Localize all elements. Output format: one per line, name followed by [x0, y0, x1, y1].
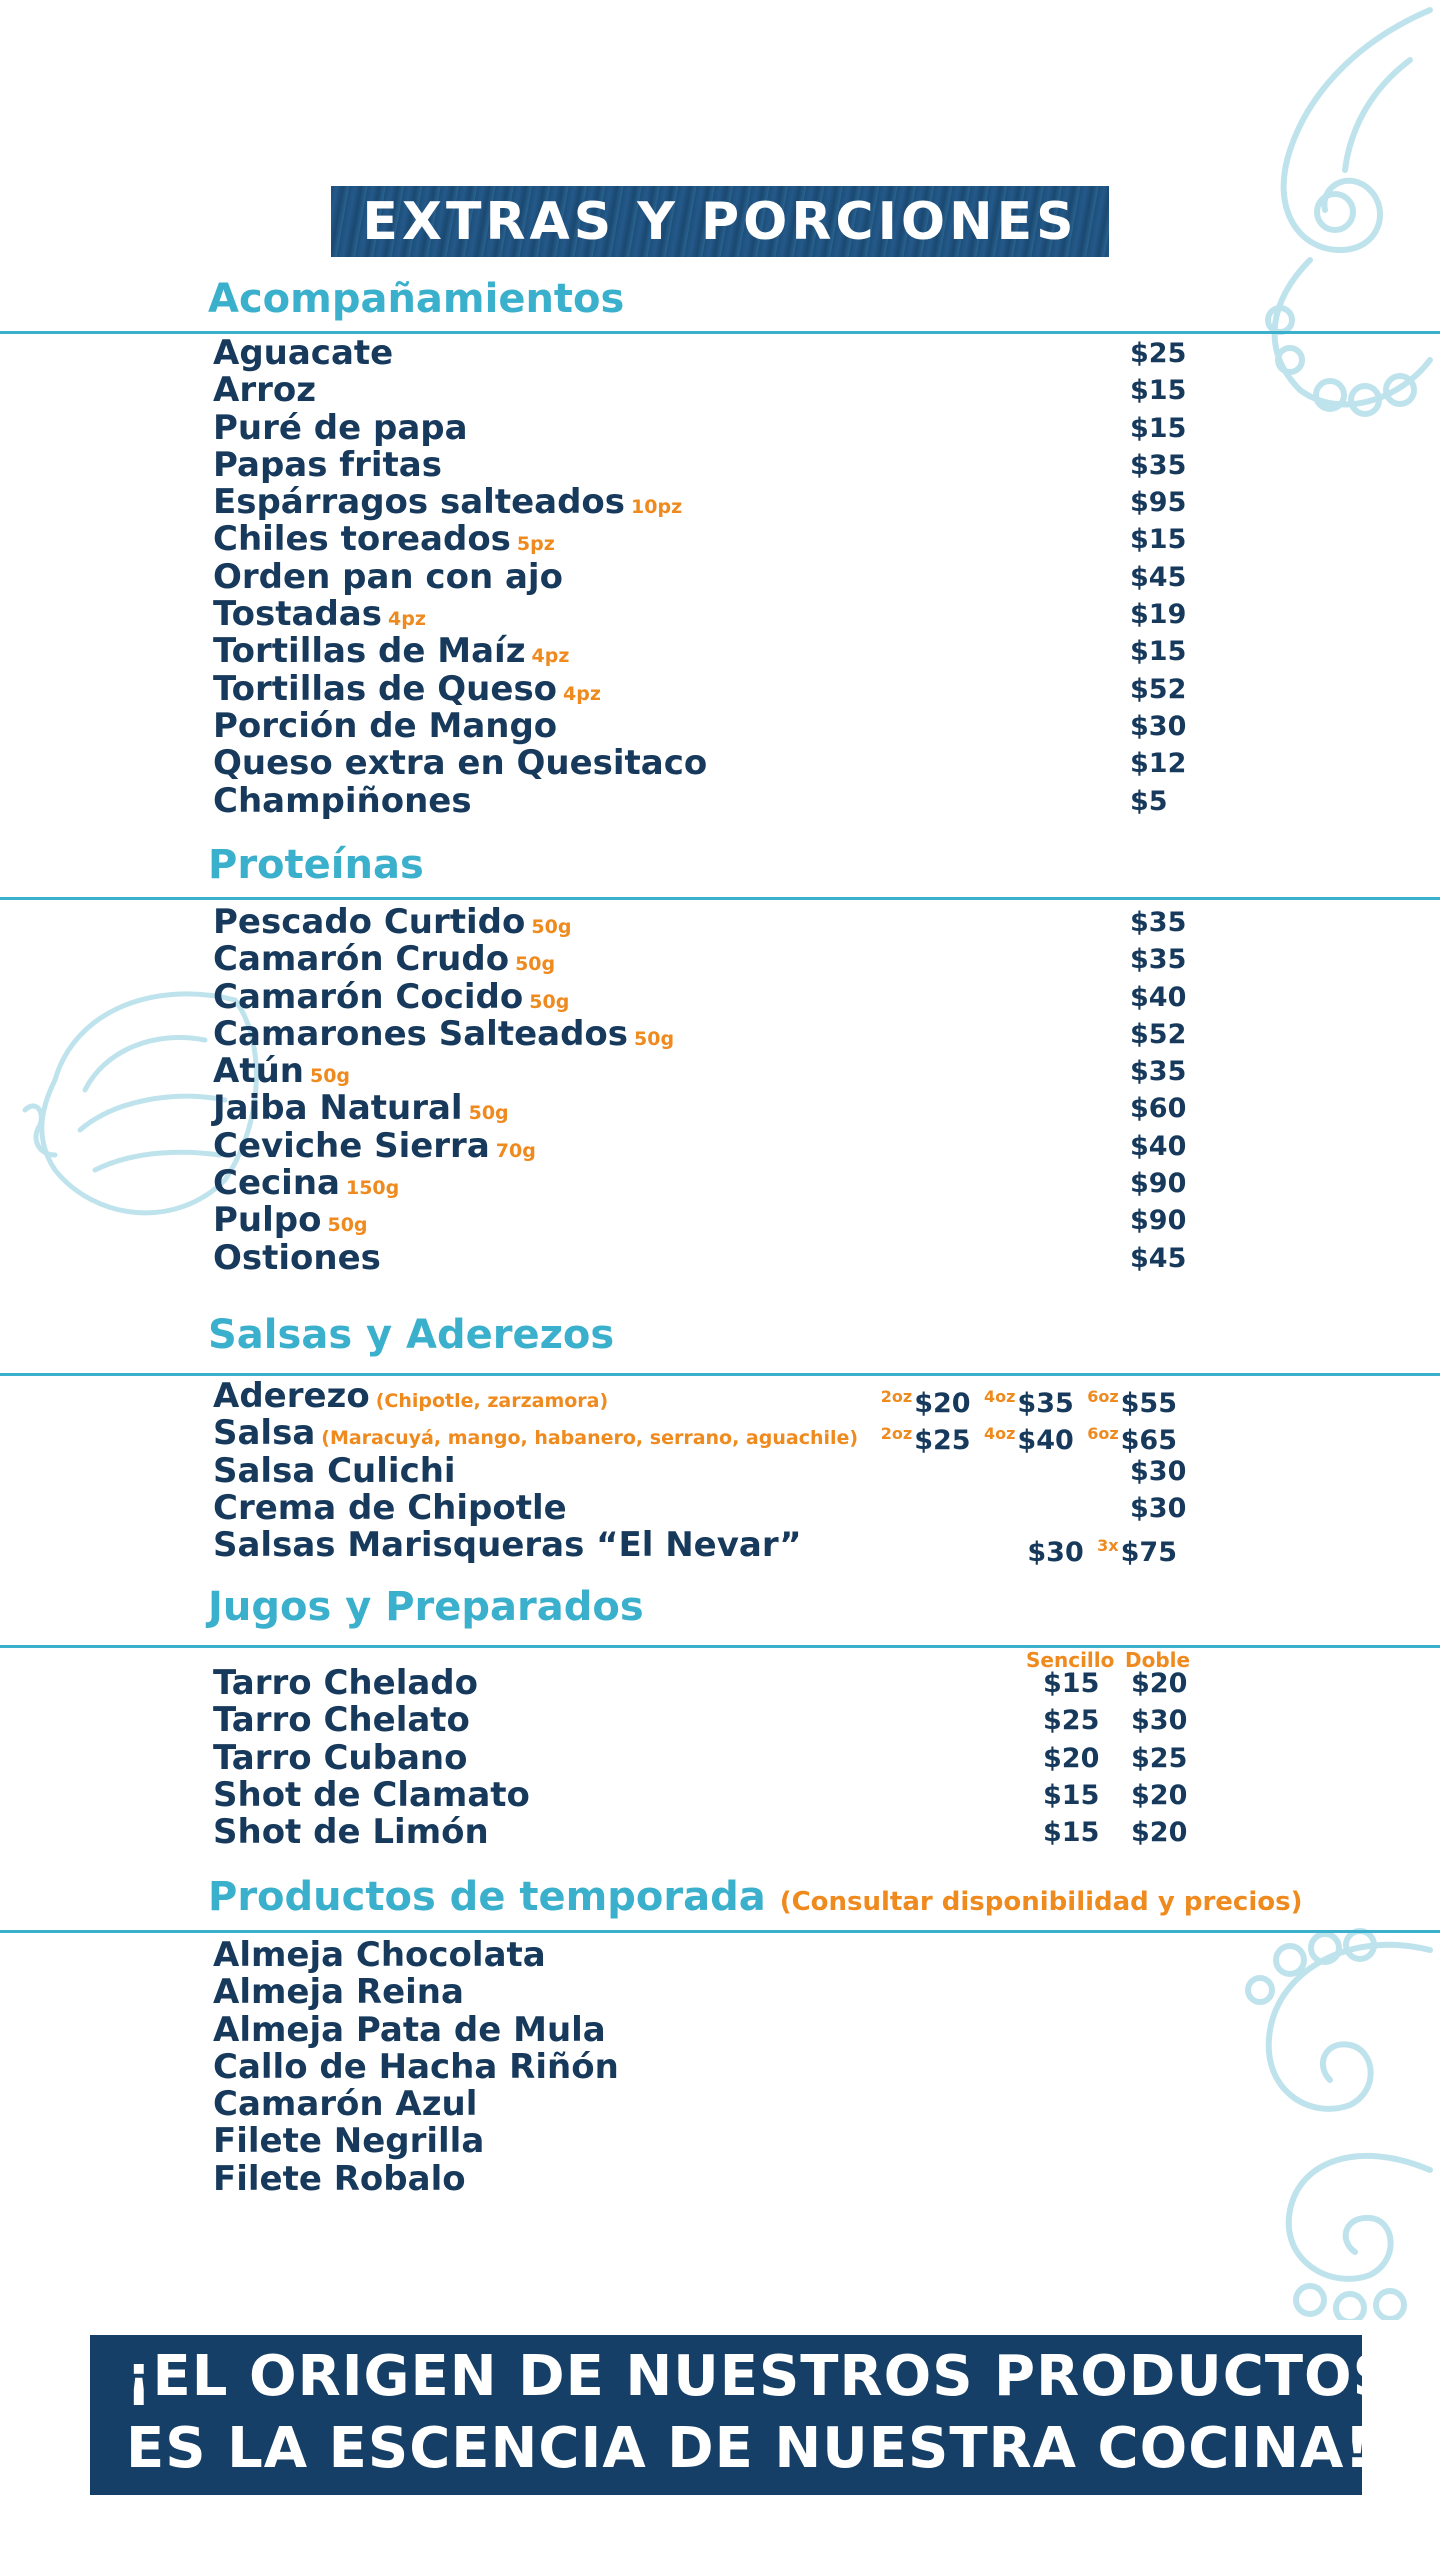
list-item [213, 1737, 1213, 1778]
item-price: $35 [1130, 907, 1187, 938]
item-price: $12 [1130, 748, 1187, 780]
item-price: $35 [1130, 449, 1187, 481]
item-prices: $^{2oz}$\$20 $^{4oz}$\$35 $^{6oz}$\$55 [880, 1387, 1177, 1419]
item-name: Aguacate [213, 333, 394, 373]
price-sencillo: $15 [1043, 1668, 1100, 1699]
item-price: $40 [1130, 981, 1187, 1013]
list-item [213, 1413, 1213, 1457]
list-item [213, 521, 1213, 558]
list-item [213, 556, 1213, 597]
item-name: Tarro Cubano [213, 1737, 468, 1778]
item-prices: $^{2oz}$\$25 $^{4oz}$\$40 $^{6oz}$\$65 [880, 1424, 1177, 1457]
item-price: $15 [1130, 524, 1187, 556]
item-price: $90 [1130, 1205, 1187, 1237]
price-sencillo: $15 [1043, 1779, 1100, 1811]
section-heading-note: (Consultar disponibilidad y precios) [779, 1887, 1303, 1917]
item-name: Tarro Chelato [213, 1700, 470, 1741]
item-price: $15 [1130, 375, 1187, 407]
list-item [213, 1165, 1213, 1202]
item-varieties: (Chipotle, zarzamora) [375, 1390, 609, 1412]
list-item [213, 2046, 1213, 2087]
item-price: $90 [1130, 1168, 1187, 1200]
proteinas-list [213, 904, 1213, 1277]
item-portion: 50g [529, 990, 570, 1013]
list-item [213, 372, 1213, 409]
list-item [213, 1053, 1213, 1090]
price-sencillo: $15 [1043, 1817, 1100, 1849]
item-name: Champiñones [213, 780, 472, 821]
item-name: Almeja Pata de Mula [213, 2009, 606, 2050]
item-name: Tostadas [213, 594, 382, 635]
item-portion: 4pz [563, 682, 601, 705]
item-name: Espárragos salteados [213, 482, 626, 523]
column-header-doble: Doble [1125, 1648, 1191, 1672]
item-price: $30 [1130, 710, 1187, 742]
item-price: $52 [1130, 1018, 1187, 1050]
item-name: Almeja Chocolata [213, 1935, 546, 1975]
list-item [213, 1125, 1213, 1166]
salsas-list [213, 1376, 1213, 1569]
list-item [213, 705, 1213, 746]
item-price: $95 [1130, 487, 1187, 519]
list-item [213, 1202, 1213, 1239]
list-item [213, 1450, 1213, 1491]
item-varieties: (Maracuyá, mango, habanero, serrano, aguachile) [321, 1427, 859, 1450]
item-price: $15 [1130, 636, 1187, 668]
item-name: Camarón Crudo [213, 939, 510, 980]
list-item [213, 1937, 1213, 1974]
list-item [213, 1525, 1213, 1569]
list-item [213, 596, 1213, 633]
list-item [213, 335, 1213, 372]
section-heading-jugos: Jugos y Preparados [208, 1584, 644, 1630]
list-item [213, 1376, 1213, 1419]
item-price: $45 [1130, 1242, 1187, 1274]
item-prices: $30 $^{3x}$\$75 [1027, 1536, 1177, 1569]
item-price: $5 [1130, 785, 1168, 817]
jugos-list [213, 1665, 1213, 1851]
item-price: $45 [1130, 561, 1187, 593]
price-doble: $25 [1131, 1742, 1188, 1774]
item-price: $52 [1130, 673, 1187, 705]
item-portion: 50g [468, 1102, 509, 1125]
price-doble: $30 [1131, 1705, 1188, 1737]
footer-banner [90, 2335, 1394, 2495]
list-item [213, 668, 1213, 709]
list-item [213, 1237, 1213, 1278]
item-name: Pescado Curtido [213, 902, 526, 942]
price-sencillo: $20 [1043, 1742, 1100, 1774]
item-price: $40 [1130, 1130, 1187, 1162]
item-name: Puré de papa [213, 407, 468, 448]
item-name: Tortillas de Queso [213, 668, 558, 709]
item-name: Almeja Reina [213, 1972, 464, 2013]
footer-line-1: ¡EL ORIGEN DE NUESTROS PRODUCTOS [126, 2344, 1394, 2409]
list-item [213, 407, 1213, 448]
list-item [213, 904, 1213, 941]
list-item [213, 1487, 1213, 1528]
item-name: Filete Negrilla [213, 2121, 485, 2162]
item-name: Salsas Marisqueras “El Nevar” [213, 1525, 802, 1566]
item-name: Queso extra en Quesitaco [213, 743, 708, 784]
item-name: Camarón Cocido [213, 976, 524, 1017]
item-portion: 50g [515, 953, 556, 976]
item-name: Callo de Hacha Riñón [213, 2046, 619, 2087]
section-heading-salsas: Salsas y Aderezos [208, 1312, 615, 1358]
item-price: $35 [1130, 944, 1187, 976]
list-item [213, 1702, 1213, 1739]
list-item [213, 484, 1213, 521]
item-portion: 50g [309, 1065, 351, 1088]
list-item [213, 1090, 1213, 1127]
item-name: Shot de Clamato [213, 1774, 530, 1815]
item-price: $15 [1130, 412, 1187, 444]
item-name: Papas fritas [213, 444, 442, 485]
item-name: Crema de Chipotle [213, 1487, 567, 1528]
list-item [213, 2123, 1213, 2160]
item-name: Cecina [213, 1163, 340, 1204]
page-title: EXTRAS Y PORCIONES [362, 191, 1078, 252]
item-name: Filete Robalo [213, 2158, 466, 2199]
list-item [213, 1013, 1213, 1054]
price-doble: $20 [1131, 1817, 1188, 1849]
item-name: Pulpo [213, 1200, 322, 1241]
item-portion: 4pz [388, 608, 426, 631]
item-name: Aderezo [213, 1376, 370, 1416]
price-doble: $20 [1131, 1668, 1188, 1699]
list-item [213, 1774, 1213, 1815]
item-portion: 50g [634, 1027, 675, 1050]
section-divider [0, 1645, 1440, 1648]
list-item [213, 780, 1213, 821]
item-portion: 10pz [631, 496, 683, 519]
column-header-sencillo: Sencillo [1026, 1648, 1115, 1672]
list-item [213, 444, 1213, 485]
item-name: Atún [213, 1051, 304, 1092]
temporada-list [213, 1937, 1213, 2198]
item-name: Orden pan con ajo [213, 556, 563, 597]
item-price: $30 [1130, 1455, 1187, 1487]
item-name: Camarón Azul [213, 2084, 478, 2125]
section-divider [0, 1930, 1440, 1933]
section-heading-temporada [208, 1874, 1302, 1920]
item-portion: 70g [495, 1139, 536, 1162]
list-item [213, 1665, 1213, 1702]
list-item [213, 2158, 1213, 2199]
list-item [213, 2086, 1213, 2123]
item-price: $30 [1130, 1492, 1187, 1524]
list-item [213, 1974, 1213, 2011]
item-portion: 50g [531, 916, 572, 938]
item-name: Porción de Mango [213, 705, 558, 746]
item-portion: 50g [327, 1214, 368, 1237]
item-name: Ostiones [213, 1237, 381, 1278]
item-name: Shot de Limón [213, 1812, 489, 1853]
section-divider [0, 897, 1440, 900]
list-item [213, 976, 1213, 1017]
item-portion: 150g [345, 1177, 400, 1200]
acompanamientos-list [213, 335, 1213, 820]
item-name: Arroz [213, 370, 316, 411]
item-name: Camarones Salteados [213, 1013, 629, 1054]
item-name: Ceviche Sierra [213, 1125, 490, 1166]
item-name: Tortillas de Maíz [213, 631, 526, 672]
footer-line-2: ES LA ESCENCIA DE NUESTRA COCINA! [126, 2416, 1371, 2481]
price-doble: $20 [1131, 1779, 1188, 1811]
item-name: Jaiba Natural [213, 1088, 463, 1129]
list-item [213, 745, 1213, 782]
item-portion: 4pz [531, 645, 570, 668]
section-heading-acompanamientos: Acompañamientos [208, 276, 625, 322]
item-name: Chiles toreados [213, 519, 511, 560]
section-heading-proteinas: Proteínas [208, 842, 424, 888]
list-item [213, 941, 1213, 978]
item-portion: 5pz [516, 533, 555, 556]
item-name: Tarro Chelado [213, 1663, 478, 1703]
list-item [213, 1814, 1213, 1851]
item-price: $19 [1130, 599, 1187, 631]
list-item [213, 633, 1213, 670]
item-name: Salsa [213, 1413, 316, 1454]
section-heading-text: Productos de temporada [208, 1874, 766, 1920]
item-price: $25 [1130, 338, 1187, 369]
item-price: $35 [1130, 1056, 1187, 1088]
item-price: $60 [1130, 1093, 1187, 1125]
list-item [213, 2009, 1213, 2050]
item-name: Salsa Culichi [213, 1450, 456, 1491]
title-banner [331, 186, 1109, 257]
price-sencillo: $25 [1043, 1705, 1100, 1737]
